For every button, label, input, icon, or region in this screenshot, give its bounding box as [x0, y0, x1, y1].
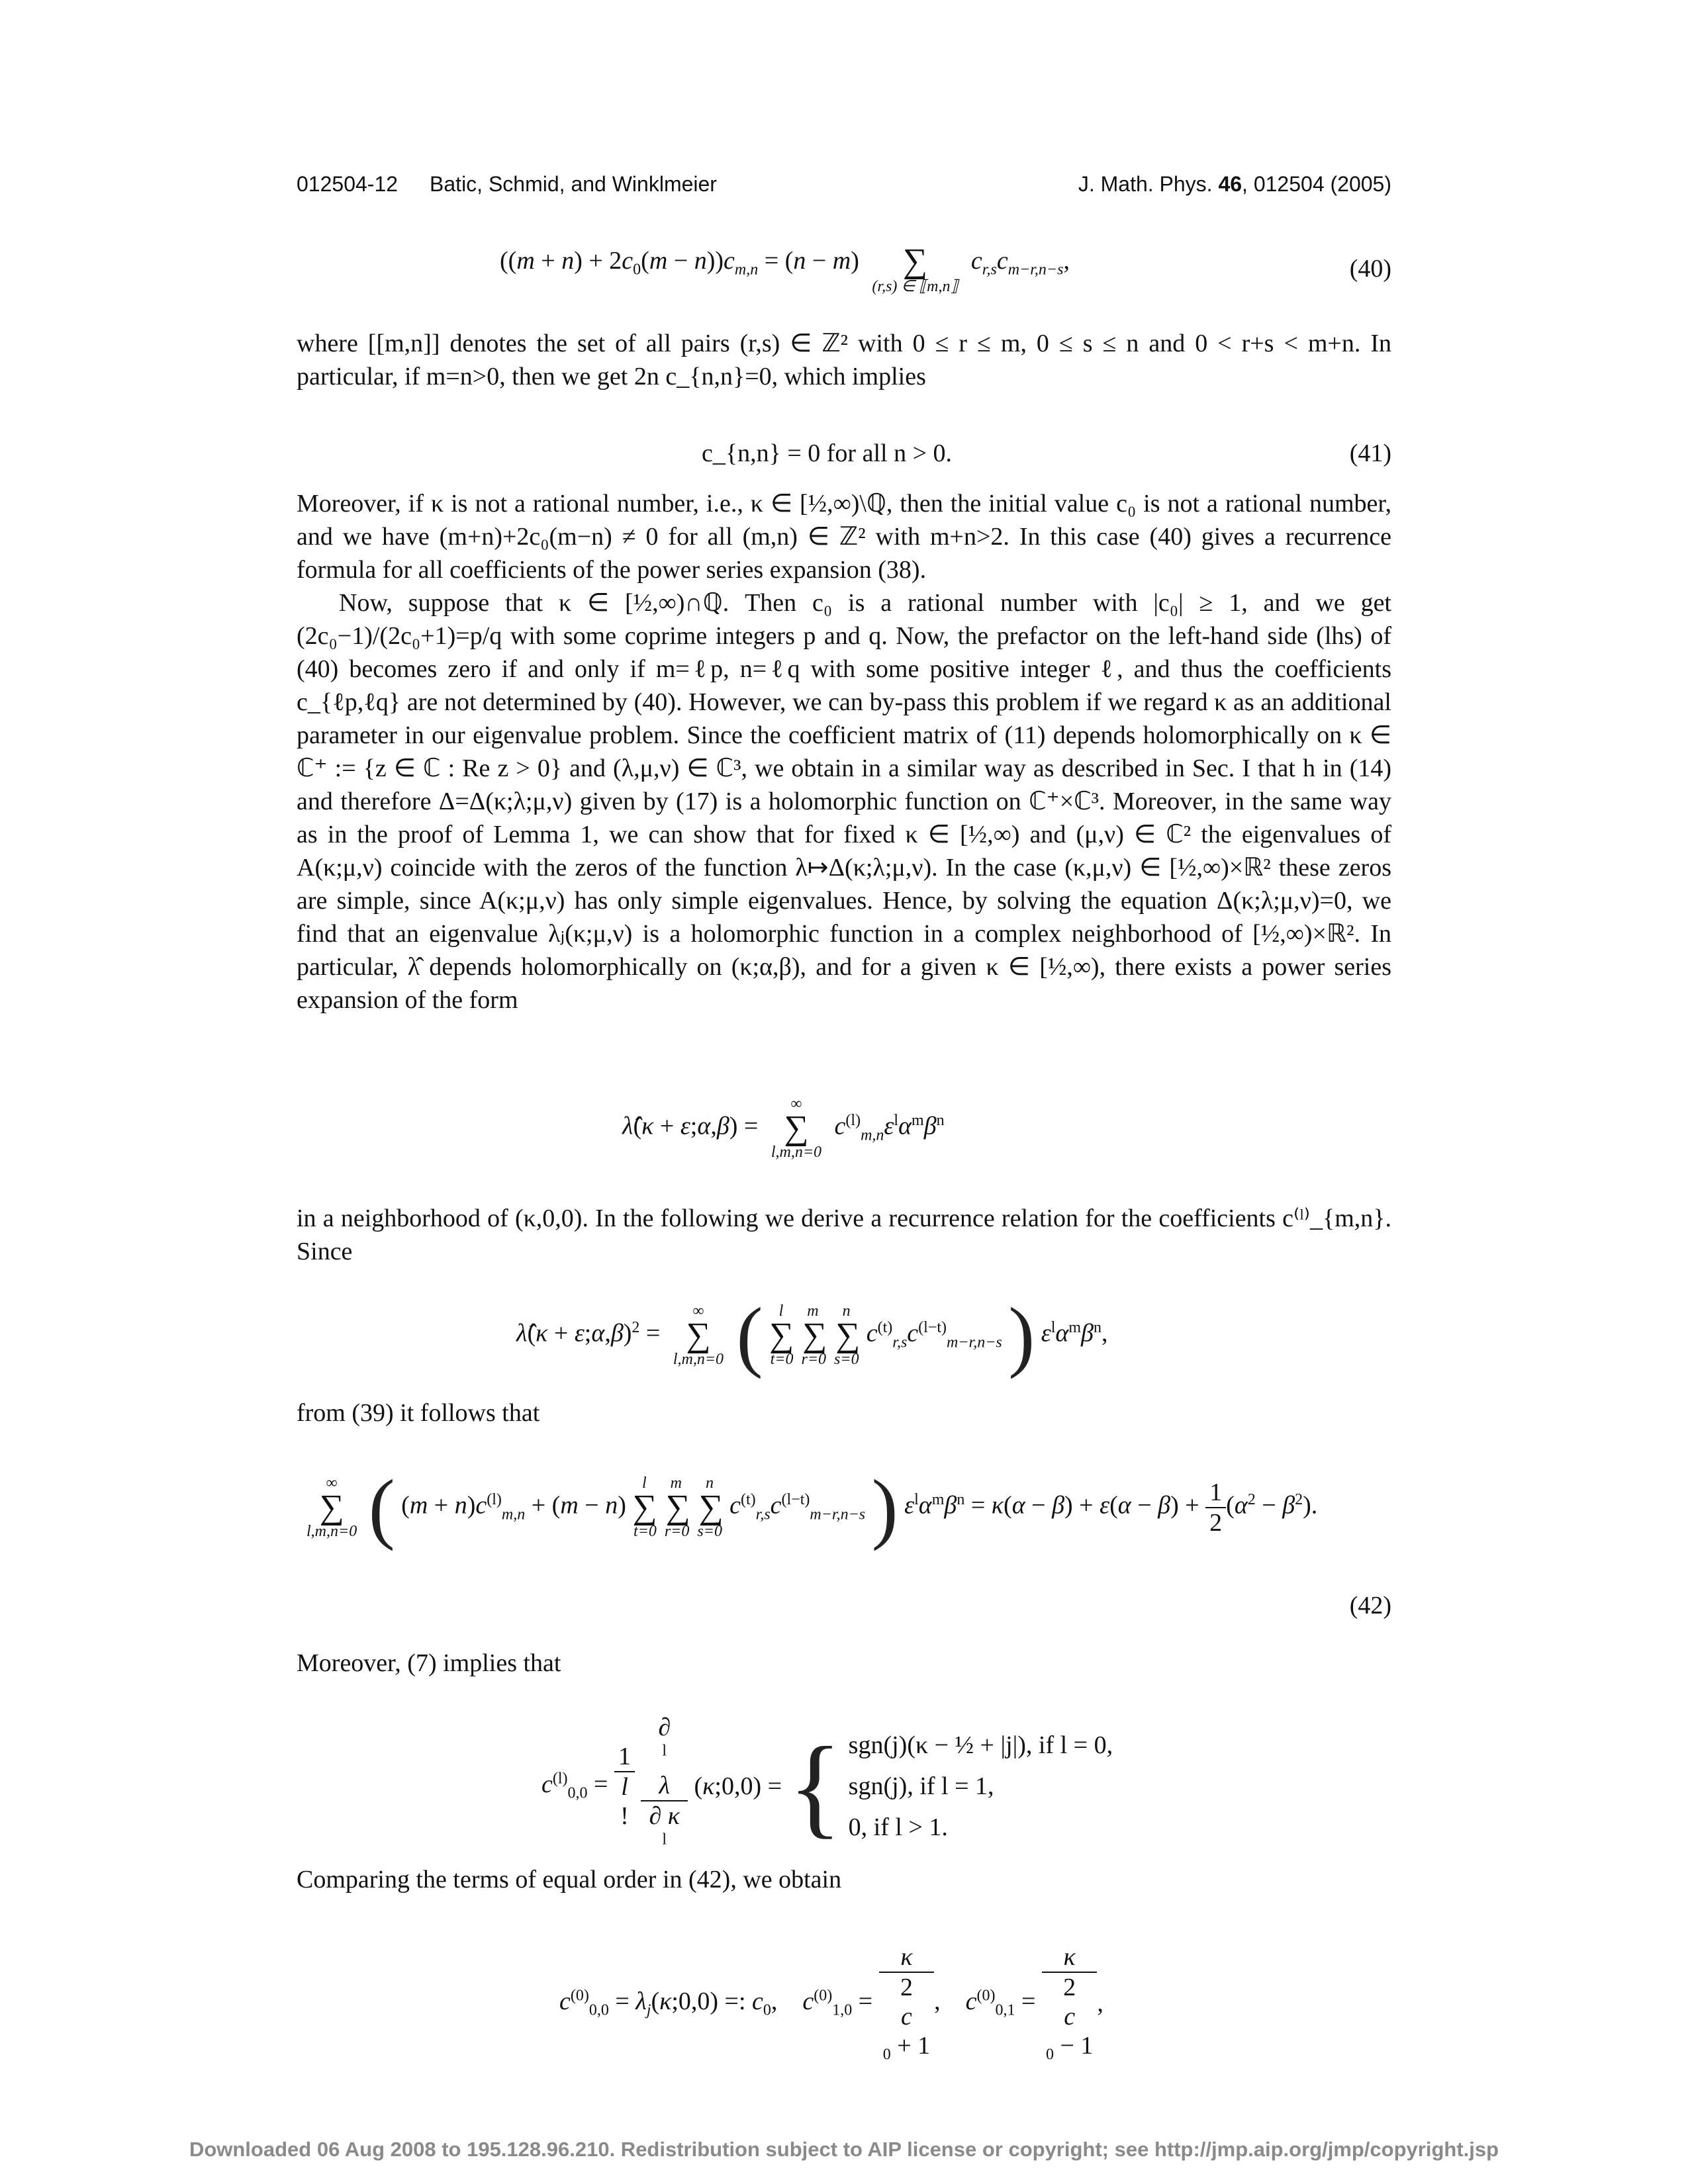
case-l-0: sgn(j)(κ − ½ + |j|), if l = 0,	[848, 1731, 1113, 1759]
equation-42-number: (42)	[1349, 1592, 1391, 1619]
equation-41: c_{n,n} = 0 for all n > 0.	[702, 439, 952, 467]
journal-prefix: J. Math. Phys.	[1078, 172, 1213, 196]
authors: Batic, Schmid, and Winklmeier	[430, 172, 717, 196]
case-l-1: sgn(j), if l = 1,	[848, 1772, 994, 1800]
equation-40-number: (40)	[1349, 255, 1391, 283]
paragraph-5-text: from (39) it follows that	[297, 1399, 540, 1427]
equation-42: ∞ ∑ l,m,n=0 ( $(m + n)c^{(l)}_{m,n} + (m - n)$ l m n ∑ ∑ ∑ t=0 r=0 s=0 $c^{(t)}_{r,s}c^{(l-t)}_{m-r,n-s}$ ) $\varepsilon^l\alpha^m\beta^n = \kappa(\alpha - \beta) + \varepsilon(\alpha - \beta)$ + $\frac{1}{2}$ $(\alpha^2 - \beta^2)$.	[306, 1463, 1318, 1551]
paragraph-4	[297, 1202, 1391, 1268]
download-footer: Downloaded 06 Aug 2008 to 195.128.96.210. Redistribution subject to AIP license or copyright; see http://jmp.aip.org/jmp/copyright.jsp	[189, 2138, 1499, 2161]
paragraph-2	[297, 487, 1391, 1017]
equation-lambda-hat-series: λ̂(κ + ε;α,β) = ∞ ∑ l,m,n=0 $c^{(l)}_{m,n}\varepsilon^l\alpha^m\beta^n$	[622, 1095, 945, 1161]
paragraph-6-text: Moreover, (7) implies that	[297, 1649, 561, 1677]
running-head-left	[297, 172, 717, 197]
equation-c00-cases: $c^{(l)}_{0,0}$ = 1 l ! ∂ $^l$ λ ∂ κ $^l$ (κ;0,0) = { sgn(j)(κ − ½ + |j|), if l = 0, sgn(j), if l = 1, 0, if l > 1.	[541, 1713, 1113, 1848]
paragraph-3-text: Now, suppose that κ ∈ [½,∞)∩ℚ. Then c₀ is a rational number with |c₀| ≥ 1, and we get (2c₀−1)/(2c₀+1)=p/q with some coprime integers p and q. Now, the prefactor on the left-hand side (lhs) of (40) becomes zero if and only if m=ℓp, n=ℓq with some positive integer ℓ, and thus the coefficients c_{ℓp,ℓq} are not determined by (40). However, we can by-pass this problem if we regard κ as an additional parameter in our eigenvalue problem. Since the coefficient matrix of (11) depends holomorphically on κ ∈ ℂ⁺ := {z ∈ ℂ : Re z > 0} and (λ,μ,ν) ∈ ℂ³, we obtain in a similar way as described in Sec. I that h in (14) and therefore Δ=Δ(κ;λ;μ,ν) given by (17) is a holomorphic function on ℂ⁺×ℂ³. Moreover, in the same way as in the proof of Lemma 1, we can show that for fixed κ ∈ [½,∞) and (μ,ν) ∈ ℂ² the eigenvalues of A(κ;μ,ν) coincide with the zeros of the function λ↦Δ(κ;λ;μ,ν). In the case (κ,μ,ν) ∈ [½,∞)×ℝ² these zeros are simple, since A(κ;μ,ν) has only simple eigenvalues. Hence, by solving the equation Δ(κ;λ;μ,ν)=0, we find that an eigenvalue λⱼ(κ;μ,ν) is a holomorphic function in a complex neighborhood of [½,∞)×ℝ². In particular, λ̂ depends holomorphically on (κ;α,β), and for a given κ ∈ [½,∞), there exists a power series expansion of the form	[297, 589, 1391, 1014]
paragraph-7	[297, 1863, 1391, 1896]
paragraph-5	[297, 1396, 1391, 1430]
paragraph-1	[297, 327, 1391, 393]
paragraph-6	[297, 1647, 1391, 1680]
paragraph-1-text: where [[m,n]] denotes the set of all pairs (r,s) ∈ ℤ² with 0 ≤ r ≤ m, 0 ≤ s ≤ n and 0 < r+s < m+n. In particular, if m=n>0, then we get 2n c_{n,n}=0, which implies	[297, 330, 1391, 390]
paragraph-4-text: in a neighborhood of (κ,0,0). In the following we derive a recurrence relation for the coefficients c⁽ˡ⁾_{m,n}. Since	[297, 1205, 1391, 1265]
journal-suffix: , 012504 (2005)	[1242, 172, 1391, 196]
equation-41-number: (41)	[1349, 439, 1391, 467]
equation-40: $((m + n) + 2c_0(m - n))c_{m,n} = (n - m)$ ∑ (r,s) ∈ ⟦m,n⟧ $c_{r,s}c_{m-r,n-s}$,	[500, 242, 1070, 295]
equation-initial-coefficients: $c^{(0)}_{0,0}$ = $\lambda_j(\kappa;0,0)$ =: $c_0$, $c^{(0)}_{1,0}$ = κ 2 c $_0$ + 1 , $c^{(0)}_{0,1}$ = κ 2 c $_0$ − 1 ,	[559, 1943, 1103, 2064]
paragraph-2-text: Moreover, if κ is not a rational number, i.e., κ ∈ [½,∞)\ℚ, then the initial value c₀ is not a rational number, and we have (m+n)+2c₀(m−n) ≠ 0 for all (m,n) ∈ ℤ² with m+n>2. In this case (40) gives a recurrence formula for all coefficients of the power series expansion (38).	[297, 490, 1391, 584]
equation-lambda-hat-squared: λ̂(κ + ε;α,β)$^2$ = ∞ ∑ l,m,n=0 ( l m n ∑ ∑ ∑ t=0 r=0 s=0 $c^{(t)}_{r,s}c^{(l-t)}_{m-r,n-s}$ ) $\varepsilon^l\alpha^m\beta^n$,	[516, 1291, 1108, 1379]
case-l-gt-1: 0, if l > 1.	[848, 1813, 948, 1841]
page-id: 012504-12	[297, 172, 399, 196]
journal-volume: 46	[1218, 172, 1243, 196]
running-head-right	[1078, 172, 1391, 197]
paragraph-7-text: Comparing the terms of equal order in (42), we obtain	[297, 1866, 842, 1893]
